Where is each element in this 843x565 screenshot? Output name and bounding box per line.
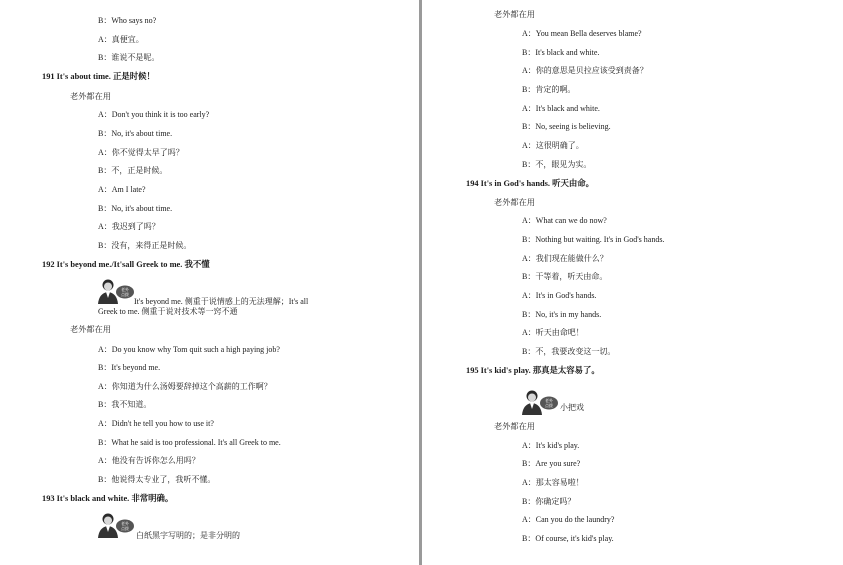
note-193-text: 白纸黑字写明的；是非分明的 — [136, 531, 240, 540]
teacher-avatar-icon — [97, 278, 135, 304]
left-page — [0, 0, 421, 565]
section-label: 老外都在用 — [494, 198, 535, 207]
dialogue-line: A：Am I late? — [98, 185, 146, 194]
dialogue-line: B：No, it's in my hands. — [522, 310, 602, 319]
dialogue-line: A：It's in God's hands. — [522, 291, 597, 300]
section-label: 老外都在用 — [494, 10, 535, 19]
dialogue-line: B：No, it's about time. — [98, 204, 173, 213]
dialogue-line: B：干等着，听天由命。 — [522, 272, 608, 281]
dialogue-line: B：No, seeing is believing. — [522, 122, 611, 131]
dialogue-line: A：You mean Bella deserves blame? — [522, 29, 642, 38]
dialogue-line: B：Are you sure? — [522, 459, 581, 468]
dialogue-line: A：我们现在能做什么？ — [522, 254, 608, 263]
dialogue-line: A：真便宜。 — [98, 35, 144, 44]
dialogue-line: A：Don't you think it is too early? — [98, 110, 210, 119]
dialogue-line: A：What can we do now? — [522, 216, 607, 225]
note-192-line-1: It's beyond me. 侧重于说情感上的无法理解；It's all — [134, 297, 309, 306]
svg-text:点拨: 点拨 — [121, 292, 129, 297]
section-heading: 192 It's beyond me./It'sall Greek to me. 我不懂 — [42, 260, 210, 269]
section-heading: 195 It's kid's play. 那真是太容易了。 — [466, 366, 600, 375]
svg-text:老外: 老外 — [545, 398, 553, 403]
dialogue-line: A：你知道为什么汤姆要辞掉这个高薪的工作啊？ — [98, 382, 272, 391]
dialogue-line: A：他没有告诉你怎么用吗？ — [98, 456, 200, 465]
dialogue-line: B：我不知道。 — [98, 400, 152, 409]
note-195-text: 小把戏 — [560, 403, 584, 412]
dialogue-line: B：谁说不是呢。 — [98, 53, 160, 62]
dialogue-line: A：Do you know why Tom quit such a high paying job? — [98, 345, 280, 354]
dialogue-line: A：听天由命吧！ — [522, 328, 584, 337]
svg-text:点拨: 点拨 — [545, 403, 553, 408]
dialogue-line: A：It's kid's play. — [522, 441, 580, 450]
section-heading: 193 It's black and white. 非常明确。 — [42, 494, 174, 503]
right-page — [422, 0, 843, 565]
dialogue-line: B：肯定的啊。 — [522, 85, 576, 94]
dialogue-line: B：It's black and white. — [522, 48, 600, 57]
section-heading: 194 It's in God's hands. 听天由命。 — [466, 179, 594, 188]
svg-text:老外: 老外 — [121, 287, 129, 292]
dialogue-line: A：这很明确了。 — [522, 141, 584, 150]
svg-text:老外: 老外 — [121, 521, 129, 526]
section-label: 老外都在用 — [70, 325, 111, 334]
dialogue-line: A：你不觉得太早了吗？ — [98, 148, 184, 157]
dialogue-line: A：It's black and white. — [522, 104, 600, 113]
svg-text:点拨: 点拨 — [121, 526, 129, 531]
dialogue-line: B：No, it's about time. — [98, 129, 173, 138]
dialogue-line: B：不，眼见为实。 — [522, 160, 592, 169]
teacher-avatar-icon — [97, 512, 135, 538]
dialogue-line: B：It's beyond me. — [98, 363, 161, 372]
dialogue-line: B：他说得太专业了，我听不懂。 — [98, 475, 216, 484]
dialogue-line: A：Can you do the laundry? — [522, 515, 615, 524]
dialogue-line: B：Of course, it's kid's play. — [522, 534, 614, 543]
section-heading: 191 It's about time. 正是时候！ — [42, 72, 155, 81]
dialogue-line: A：那太容易啦！ — [522, 478, 584, 487]
dialogue-line: A：你的意思是贝拉应该受到责备？ — [522, 66, 648, 75]
dialogue-line: A：Didn't he tell you how to use it? — [98, 419, 214, 428]
dialogue-line: A：我迟到了吗？ — [98, 222, 160, 231]
section-label: 老外都在用 — [494, 422, 535, 431]
note-192-line-2: Greek to me. 侧重于说对技术等一窍不通 — [98, 307, 238, 316]
dialogue-line: B：不，我要改变这一切。 — [522, 347, 616, 356]
dialogue-line: B：What he said is too professional. It's all Greek to me. — [98, 438, 281, 447]
dialogue-line: B：没有，来得正是时候。 — [98, 241, 192, 250]
dialogue-line: B：不，正是时候。 — [98, 166, 168, 175]
section-label: 老外都在用 — [70, 92, 111, 101]
dialogue-line: B：你确定吗？ — [522, 497, 576, 506]
dialogue-line: B：Who says no? — [98, 16, 157, 25]
teacher-avatar-icon — [521, 389, 559, 415]
dialogue-line: B：Nothing but waiting. It's in God's hands. — [522, 235, 665, 244]
